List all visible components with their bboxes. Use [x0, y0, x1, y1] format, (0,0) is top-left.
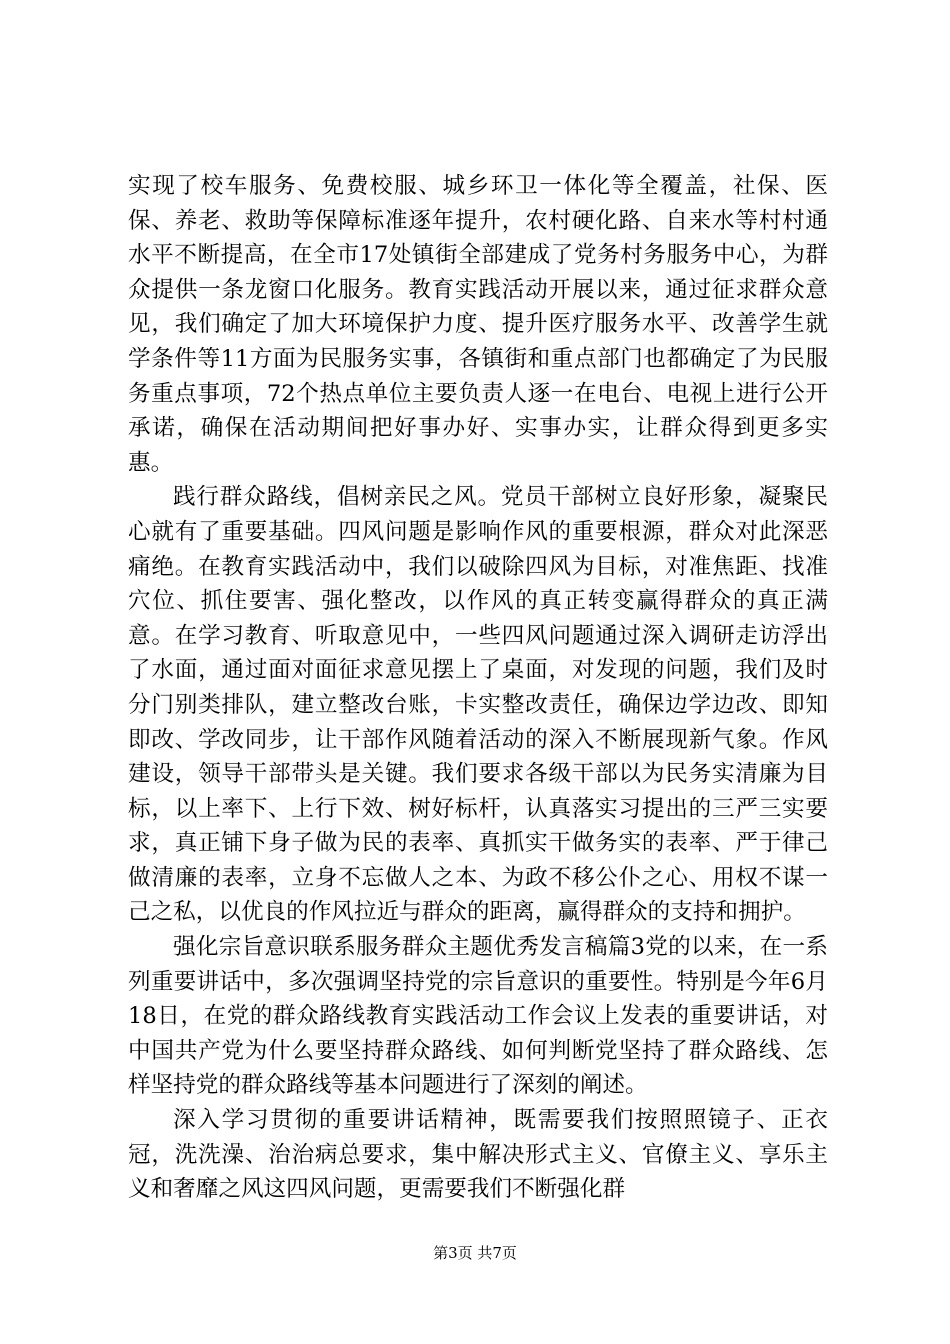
paragraph-3: 强化宗旨意识联系服务群众主题优秀发言稿篇3党的以来，在一系列重要讲话中，多次强调坚持党的宗旨意识的重要性。特别是今年6月18日，在党的群众路线教育实践活动工作会议上发表的重要讲话，对中国共产党为什么要坚持群众路线、如何判断党坚持了群众路线、怎样坚持党的群众路线等基本问题进行了深刻的阐述。 — [128, 934, 828, 1099]
paragraph-4: 深入学习贯彻的重要讲话精神，既需要我们按照照镜子、正衣冠，洗洗澡、治治病总要求，集中解决形式主义、官僚主义、享乐主义和奢靡之风这四风问题，更需要我们不断强化群 — [128, 1107, 828, 1203]
paragraph-1: 实现了校车服务、免费校服、城乡环卫一体化等全覆盖，社保、医保、养老、救助等保障标准逐年提升，农村硬化路、自来水等村村通水平不断提高，在全市17处镇街全部建成了党务村务服务中心，为群众提供一条龙窗口化服务。教育实践活动开展以来，通过征求群众意见，我们确定了加大环境保护力度、提升医疗服务水平、改善学生就学条件等11方面为民服务实事，各镇街和重点部门也都确定了为民服务重点事项，72个热点单位主要负责人逐一在电台、电视上进行公开承诺，确保在活动期间把好事办好、实事办实，让群众得到更多实惠。 — [128, 173, 828, 476]
paragraph-2: 践行群众路线，倡树亲民之风。党员干部树立良好形象，凝聚民心就有了重要基础。四风问题是影响作风的重要根源，群众对此深恶痛绝。在教育实践活动中，我们以破除四风为目标，对准焦距、找准穴位、抓住要害、强化整改，以作风的真正转变赢得群众的真正满意。在学习教育、听取意见中，一些四风问题通过深入调研走访浮出了水面，通过面对面征求意见摆上了桌面，对发现的问题，我们及时分门别类排队，建立整改台账，卡实整改责任，确保边学边改、即知即改、学改同步，让干部作风随着活动的深入不断展现新气象。作风建设，领导干部带头是关键。我们要求各级干部以为民务实清廉为目标，以上率下、上行下效、树好标杆，认真落实习提出的三严三实要求，真正铺下身子做为民的表率、真抓实干做务实的表率、严于律己做清廉的表率，立身不忘做人之本、为政不移公仆之心、用权不谋一己之私，以优良的作风拉近与群众的距离，赢得群众的支持和拥护。 — [128, 484, 828, 926]
page-footer: 第3页 共7页 — [433, 1244, 517, 1262]
document-body — [128, 169, 828, 1207]
